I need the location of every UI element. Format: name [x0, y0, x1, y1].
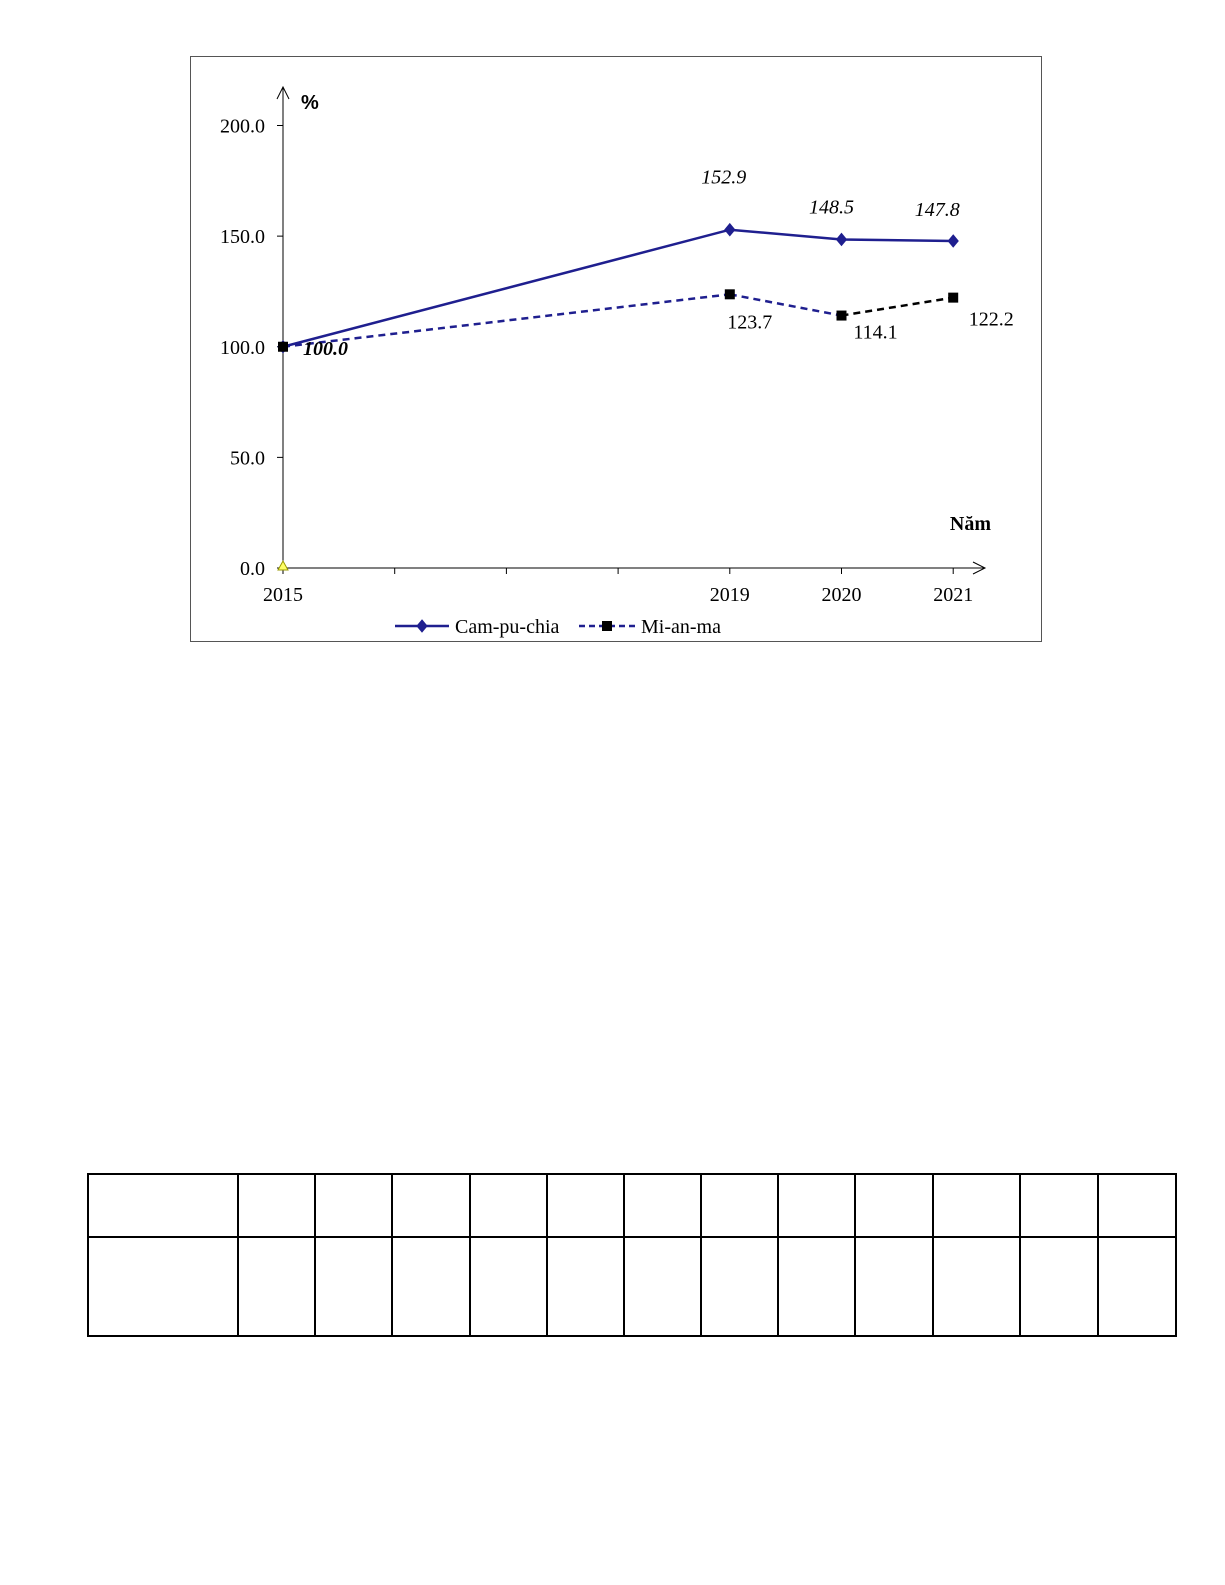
mianma-data-label: 114.1: [853, 321, 898, 344]
table-cell: [1098, 1174, 1176, 1237]
legend: [395, 616, 721, 638]
x-tick-label: 2020: [821, 584, 862, 606]
table-cell: [701, 1237, 778, 1336]
table-cell: [855, 1237, 933, 1336]
legend-mianma-label: Mi-an-ma: [641, 616, 721, 638]
campuchia-data-label: 100.0: [303, 337, 348, 360]
table-cell: [547, 1174, 624, 1237]
table-cell: [88, 1237, 238, 1336]
legend-campuchia-label: Cam-pu-chia: [455, 616, 560, 638]
table-cell: [238, 1174, 315, 1237]
x-tick-label: 2019: [709, 584, 750, 606]
table-cell: [778, 1174, 855, 1237]
table-cell: [392, 1237, 470, 1336]
mianma-point: [278, 342, 288, 352]
table-row: [88, 1237, 1176, 1336]
table-cell: [1020, 1237, 1098, 1336]
chart-frame: [190, 56, 1042, 642]
table-cell: [933, 1237, 1020, 1336]
legend-campuchia-marker: [417, 620, 427, 632]
mianma-point: [725, 289, 735, 299]
y-tick-label: 150.0: [220, 226, 265, 249]
table-cell: [933, 1174, 1020, 1237]
table-row: [88, 1174, 1176, 1237]
table-cell: [624, 1174, 701, 1237]
campuchia-point: [725, 224, 735, 236]
mianma-data-label: 123.7: [727, 311, 773, 334]
table-cell: [315, 1237, 392, 1336]
y-axis-title: %: [301, 92, 319, 114]
table-cell: [547, 1237, 624, 1336]
y-tick-label: 100.0: [220, 336, 265, 359]
mianma-point: [837, 311, 847, 321]
campuchia-data-label: 152.9: [701, 166, 747, 189]
table-cell: [701, 1174, 778, 1237]
table-cell: [315, 1174, 392, 1237]
table-cell: [624, 1237, 701, 1336]
x-tick-label: 2021: [933, 584, 974, 606]
origin-marker: [278, 561, 288, 570]
table-cell: [1020, 1174, 1098, 1237]
table-cell: [855, 1174, 933, 1237]
mianma-line-segment: [283, 294, 730, 346]
mianma-point: [948, 293, 958, 303]
campuchia-point: [837, 233, 847, 245]
table-cell: [1098, 1237, 1176, 1336]
empty-data-table: [87, 1173, 1177, 1337]
x-axis-title: Năm: [949, 513, 991, 535]
campuchia-data-label: 148.5: [809, 196, 854, 219]
table-cell: [470, 1237, 547, 1336]
campuchia-point: [948, 235, 958, 247]
table-cell: [470, 1174, 547, 1237]
mianma-data-label: 122.2: [968, 308, 1014, 331]
y-tick-label: 200.0: [220, 115, 265, 138]
y-tick-label: 0.0: [240, 558, 265, 580]
y-tick-label: 50.0: [230, 447, 265, 470]
table-cell: [392, 1174, 470, 1237]
line-chart: [191, 57, 1043, 643]
table-cell: [88, 1174, 238, 1237]
x-tick-label: 2015: [263, 584, 303, 606]
mianma-line-segment: [842, 298, 954, 316]
table-cell: [238, 1237, 315, 1336]
labels-layer: [303, 167, 1014, 360]
campuchia-data-label: 147.8: [914, 198, 960, 221]
table-cell: [778, 1237, 855, 1336]
legend-mianma-marker: [602, 621, 612, 631]
